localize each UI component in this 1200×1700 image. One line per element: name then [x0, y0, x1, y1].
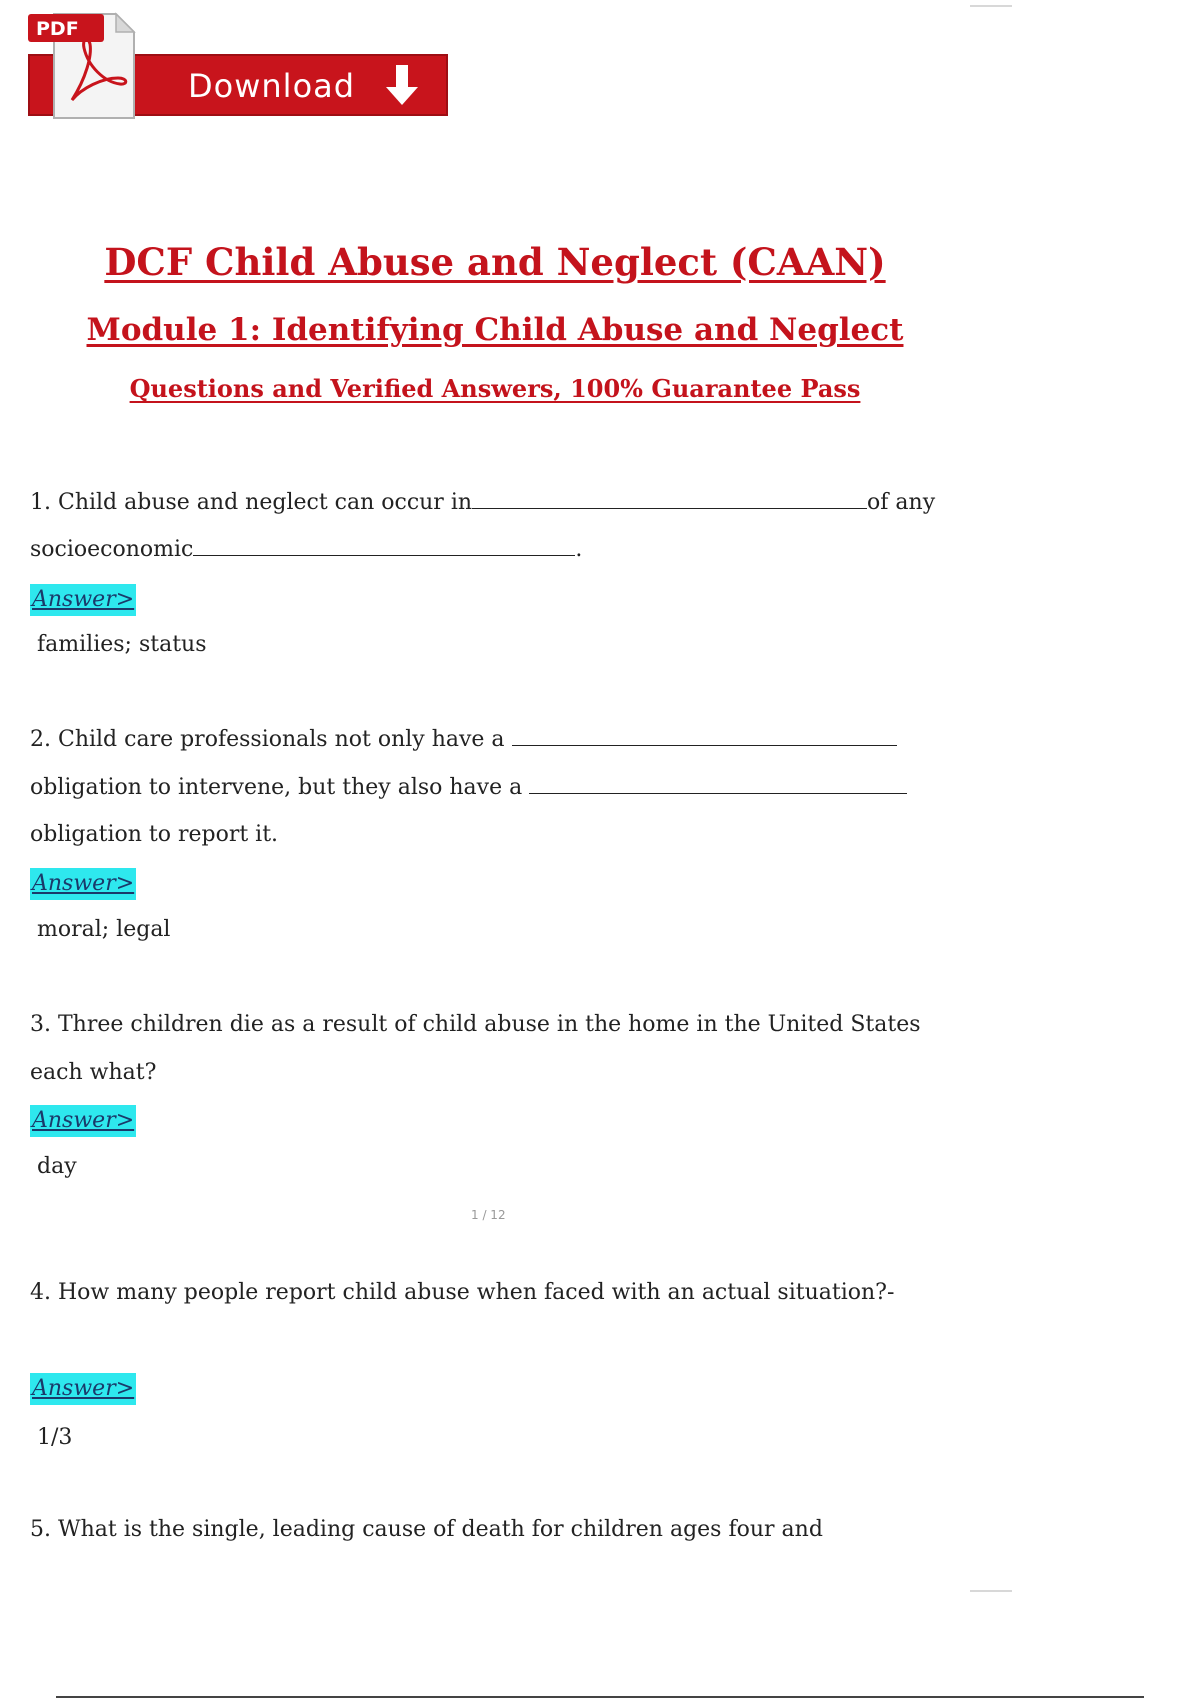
answer-text: day: [37, 1154, 77, 1179]
pdf-badge-label: PDF: [36, 18, 79, 40]
answer-label[interactable]: Answer>: [30, 868, 136, 900]
answer-text: 1/3: [37, 1425, 73, 1450]
page-indicator: 1 / 12: [471, 1208, 506, 1222]
answer-label[interactable]: Answer>: [30, 1105, 136, 1137]
top-divider: [970, 5, 1012, 7]
bottom-divider: [56, 1696, 1144, 1698]
download-label: Download: [188, 67, 356, 105]
answer-label[interactable]: Answer>: [30, 1373, 136, 1405]
question-5-line-1: 5. What is the single, leading cause of death for children ages four and: [30, 1517, 823, 1542]
answer-text: moral; legal: [37, 917, 171, 942]
answer-text: families; status: [37, 632, 207, 657]
question-2-line-3: obligation to report it.: [30, 822, 279, 847]
page-break-divider: [970, 1590, 1012, 1592]
answer-blank: [512, 744, 897, 746]
answer-label[interactable]: Answer>: [30, 584, 136, 616]
question-1-line-1: 1. Child abuse and neglect can occur in of any: [30, 490, 936, 515]
question-4-line-1: 4. How many people report child abuse when faced with an actual situation?-: [30, 1280, 895, 1305]
answer-blank: [472, 507, 867, 509]
document-title: DCF Child Abuse and Neglect (CAAN): [104, 240, 886, 284]
answer-blank: [193, 554, 575, 556]
document-subtitle: Questions and Verified Answers, 100% Guarantee Pass: [129, 374, 861, 403]
question-3-line-1: 3. Three children die as a result of child abuse in the home in the United States: [30, 1012, 921, 1037]
question-3-line-2: each what?: [30, 1060, 157, 1085]
module-title: Module 1: Identifying Child Abuse and Neglect: [86, 312, 904, 348]
question-2-line-2: obligation to intervene, but they also have a: [30, 775, 907, 800]
question-1-line-2: socioeconomic .: [30, 537, 583, 562]
download-arrow-icon: [382, 63, 422, 109]
question-2-line-1: 2. Child care professionals not only have a: [30, 727, 897, 752]
answer-blank: [529, 792, 907, 794]
